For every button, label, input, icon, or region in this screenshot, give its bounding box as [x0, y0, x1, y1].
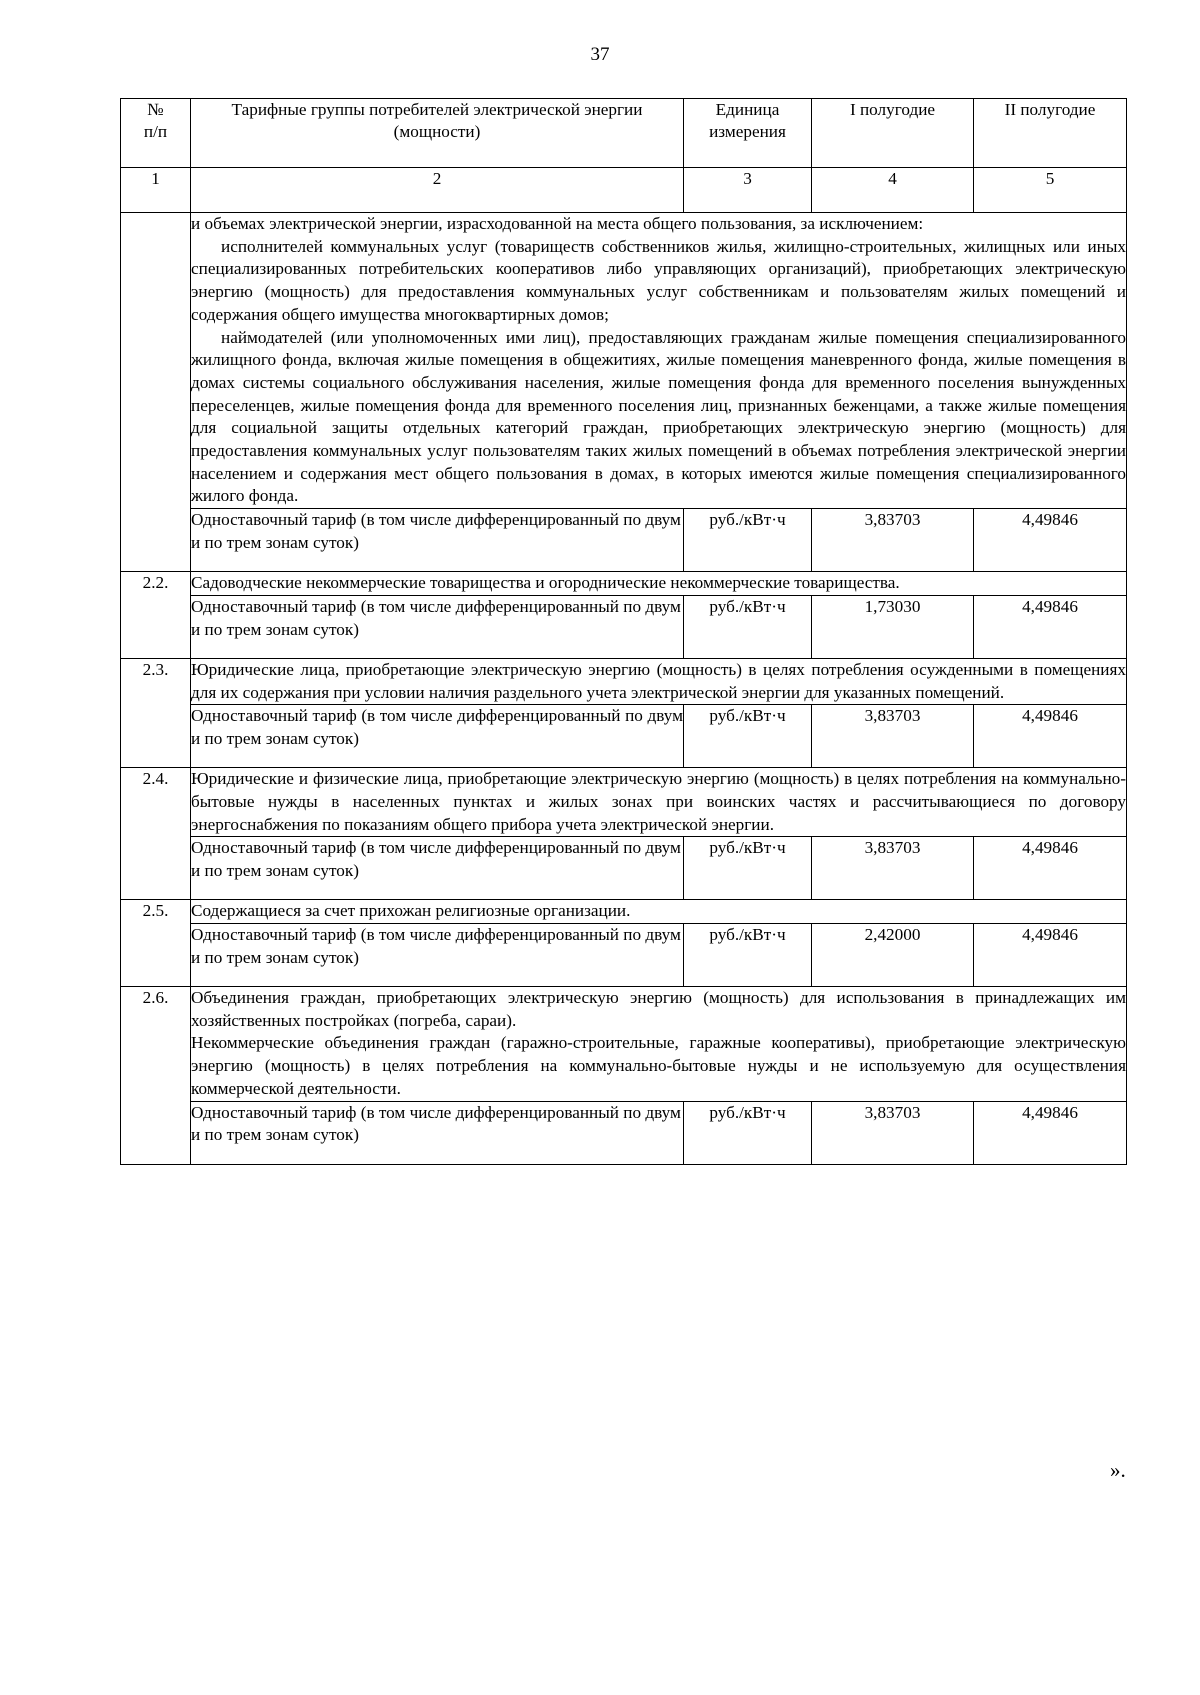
page-number: 37 — [590, 44, 610, 65]
rate-unit: руб./кВт·ч — [684, 837, 812, 900]
section-description-row — [121, 987, 1127, 1102]
section-description — [191, 987, 1127, 1102]
section-number: 2.6. — [121, 987, 191, 1165]
description-paragraph: Содержащиеся за счет прихожан религиозные организации. — [191, 901, 631, 921]
rate-name: Одноставочный тариф (в том числе дифференцированный по двум и по трем зонам суток) — [191, 837, 684, 900]
rate-name: Одноставочный тариф (в том числе дифференцированный по двум и по трем зонам суток) — [191, 595, 684, 658]
header-first-half: I полугодие — [812, 99, 974, 168]
header-tariff-group: Тарифные группы потребителей электрической энергии (мощности) — [191, 99, 684, 168]
rate-row — [121, 595, 1127, 658]
description-paragraph: наймодателей (или уполномоченных ими лиц), предоставляющих гражданам жилые помещения специализированного жилищного фонда, включая жилые помещения в общежитиях, жилые помещения маневренного фонда, жилые помещения в домах системы социального обслуживания населения, жилые помещения фонда для временного поселения вынужденных переселенцев, жилые помещения фонда для временного поселения лиц, признанных беженцами, а также жилые помещения для социальной защиты отдельных категорий граждан, приобретающих электрическую энергию (мощность) для предоставления коммунальных услуг пользователям таких жилых помещений в объемах потребления электрической энергии населением и содержания мест общего пользования в домах, в которых имеются жилые помещения специализированного жилого фонда. — [191, 327, 1126, 506]
description-paragraph: исполнителей коммунальных услуг (товариществ собственников жилья, жилищно-строительных, жилищных или иных специализированных потребительских кооперативов либо управляющих организаций), приобретающих электрическую энергию (мощность) для предоставления коммунальных услуг собственникам и пользователям жилых помещений и содержания общего имущества многоквартирных домов; — [191, 236, 1126, 324]
section-number: 2.4. — [121, 768, 191, 900]
rate-row — [121, 705, 1127, 768]
rate-unit: руб./кВт·ч — [684, 705, 812, 768]
section-description-row — [121, 572, 1127, 596]
rate-second-half: 4,49846 — [974, 837, 1127, 900]
rate-first-half: 3,83703 — [812, 1101, 974, 1164]
column-number: 4 — [812, 168, 974, 213]
description-paragraph: Юридические лица, приобретающие электрическую энергию (мощность) в целях потребления осужденными в помещениях для их содержания при условии наличия раздельного учета электрической энергии для указанных помещений. — [191, 659, 1126, 702]
tariff-table — [120, 98, 1127, 1165]
rate-second-half: 4,49846 — [974, 924, 1127, 987]
closing-quote-mark: ». — [1110, 1458, 1126, 1482]
header-unit: Единица измерения — [684, 99, 812, 168]
rate-second-half: 4,49846 — [974, 1101, 1127, 1164]
column-number: 5 — [974, 168, 1127, 213]
section-description — [191, 900, 1127, 924]
column-number: 3 — [684, 168, 812, 213]
rate-row — [121, 837, 1127, 900]
description-paragraph: Садоводческие некоммерческие товарищества и огороднические некоммерческие товарищества. — [191, 573, 900, 593]
rate-row — [121, 924, 1127, 987]
section-description-row — [121, 768, 1127, 837]
section-description-row — [121, 658, 1127, 704]
rate-first-half: 3,83703 — [812, 509, 974, 572]
section-description-row — [121, 213, 1127, 509]
rate-name: Одноставочный тариф (в том числе дифференцированный по двум и по трем зонам суток) — [191, 1101, 684, 1164]
section-description — [191, 658, 1127, 704]
description-paragraph: Объединения граждан, приобретающих электрическую энергию (мощность) для использования в принадлежащих им хозяйственных постройках (погреба, сараи). — [191, 988, 1126, 1030]
section-number: 2.5. — [121, 900, 191, 987]
rate-name: Одноставочный тариф (в том числе дифференцированный по двум и по трем зонам суток) — [191, 705, 684, 768]
column-number-row — [121, 168, 1127, 213]
column-number: 1 — [121, 168, 191, 213]
rate-unit: руб./кВт·ч — [684, 595, 812, 658]
section-description — [191, 213, 1127, 509]
section-number: 2.3. — [121, 658, 191, 767]
section-description — [191, 768, 1127, 837]
section-number: 2.2. — [121, 572, 191, 659]
description-paragraph: Юридические и физические лица, приобретающие электрическую энергию (мощность) в целях потребления на коммунально-бытовые нужды в населенных пунктах и жилых зонах при воинских частях и рассчитывающиеся по договору энергоснабжения по показаниям общего прибора учета электрической энергии. — [191, 769, 1126, 834]
table-header-row — [121, 99, 1127, 168]
rate-unit: руб./кВт·ч — [684, 509, 812, 572]
rate-row — [121, 1101, 1127, 1164]
rate-name: Одноставочный тариф (в том числе дифференцированный по двум и по трем зонам суток) — [191, 509, 684, 572]
header-second-half: II полугодие — [974, 99, 1127, 168]
column-number: 2 — [191, 168, 684, 213]
rate-second-half: 4,49846 — [974, 509, 1127, 572]
rate-first-half: 3,83703 — [812, 837, 974, 900]
rate-unit: руб./кВт·ч — [684, 1101, 812, 1164]
section-description-row — [121, 900, 1127, 924]
description-paragraph: Некоммерческие объединения граждан (гаражно-строительные, гаражные кооперативы), приобретающие электрическую энергию (мощность) в целях потребления на коммунально-бытовые нужды и не используемую для осуществления коммерческой деятельности. — [191, 1033, 1126, 1098]
section-description — [191, 572, 1127, 596]
rate-row — [121, 509, 1127, 572]
section-number — [121, 213, 191, 572]
rate-unit: руб./кВт·ч — [684, 924, 812, 987]
rate-second-half: 4,49846 — [974, 705, 1127, 768]
rate-name: Одноставочный тариф (в том числе дифференцированный по двум и по трем зонам суток) — [191, 924, 684, 987]
rate-second-half: 4,49846 — [974, 595, 1127, 658]
rate-first-half: 2,42000 — [812, 924, 974, 987]
description-paragraph: и объемах электрической энергии, израсходованной на места общего пользования, за исключением: — [191, 214, 924, 233]
rate-first-half: 1,73030 — [812, 595, 974, 658]
header-number: № п/п — [121, 99, 191, 168]
rate-first-half: 3,83703 — [812, 705, 974, 768]
